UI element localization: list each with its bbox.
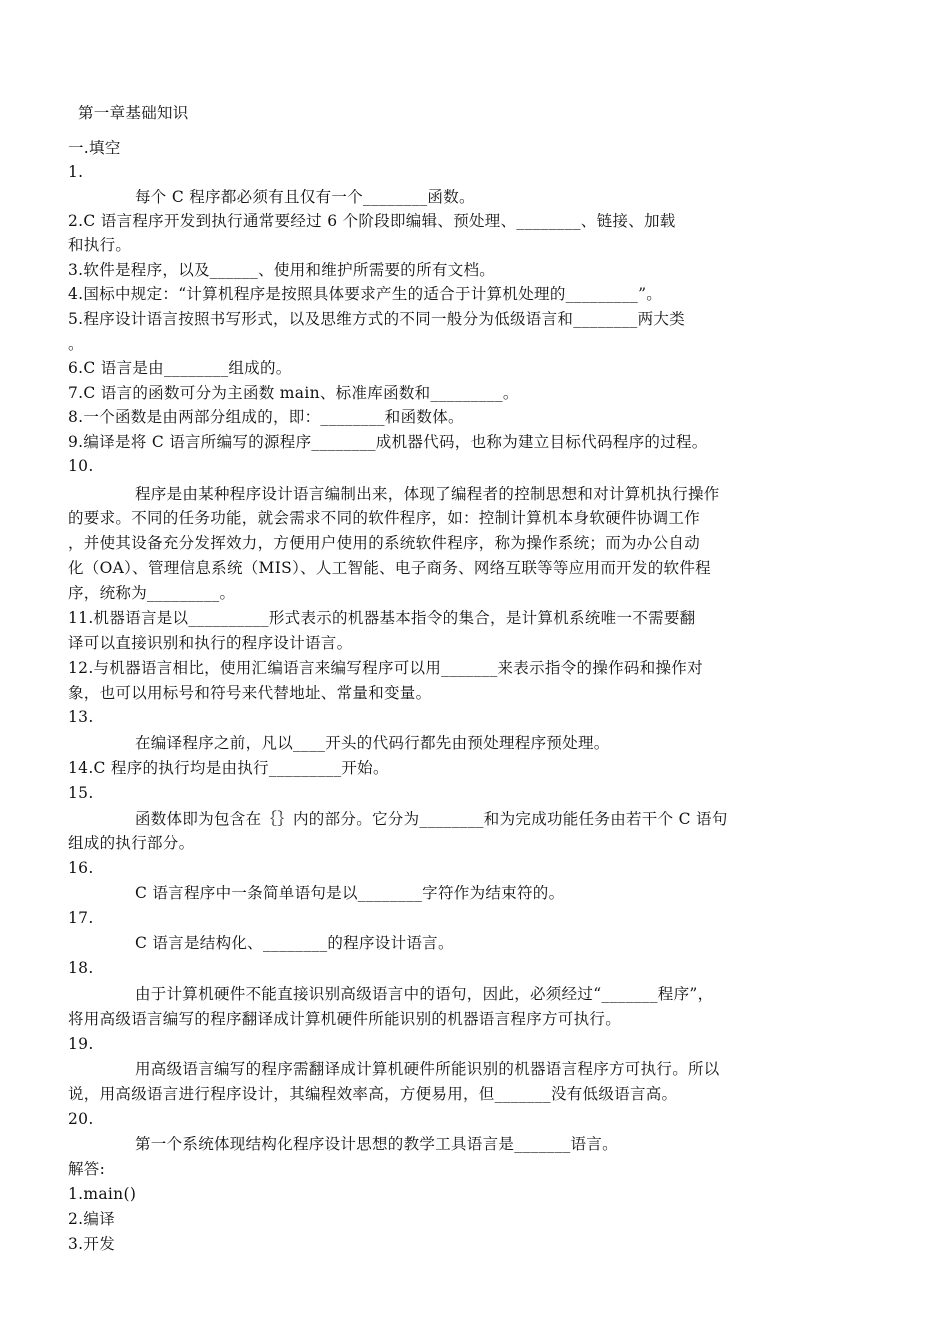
question-number: 10. bbox=[68, 457, 94, 475]
question-text: 4.国标中规定：“计算机程序是按照具体要求产生的适合于计算机处理的_________”。 bbox=[68, 285, 663, 303]
question-text: C 语言是结构化、________的程序设计语言。 bbox=[135, 934, 454, 952]
question-text: 象，也可以用标号和符号来代替地址、常量和变量。 bbox=[68, 684, 432, 702]
answer-item: 3.开发 bbox=[68, 1235, 115, 1253]
question-number: 1. bbox=[68, 163, 84, 181]
answer-item: 1.main() bbox=[68, 1185, 137, 1203]
question-text: 将用高级语言编写的程序翻译成计算机硬件所能识别的机器语言程序方可执行。 bbox=[68, 1010, 622, 1028]
question-number: 19. bbox=[68, 1035, 94, 1053]
question-text: 函数体即为包含在｛｝内的部分。它分为________和为完成功能任务由若干个 C 语句 bbox=[135, 810, 728, 828]
chapter-title: 第一章基础知识 bbox=[78, 104, 189, 122]
question-text: C 语言程序中一条简单语句是以________字符作为结束符的。 bbox=[135, 884, 565, 902]
question-text: ，并使其设备充分发挥效力，方便用户使用的系统软件程序，称为操作系统；而为办公自动 bbox=[68, 534, 701, 552]
section-title: 一.填空 bbox=[68, 139, 121, 157]
question-text: 和执行。 bbox=[68, 236, 132, 254]
question-text: 用高级语言编写的程序需翻译成计算机硬件所能识别的机器语言程序方可执行。所以 bbox=[135, 1060, 720, 1078]
question-text: 6.C 语言是由________组成的。 bbox=[68, 359, 292, 377]
question-text: 说，用高级语言进行程序设计，其编程效率高，方便易用，但_______没有低级语言高。 bbox=[68, 1085, 678, 1103]
question-text: 在编译程序之前，凡以____开头的代码行都先由预处理程序预处理。 bbox=[135, 734, 610, 752]
question-text: 14.C 程序的执行均是由执行_________开始。 bbox=[68, 759, 389, 777]
question-text: 。 bbox=[68, 335, 84, 353]
answers-heading: 解答: bbox=[68, 1160, 106, 1178]
question-text: 组成的执行部分。 bbox=[68, 834, 195, 852]
question-text: 11.机器语言是以__________形式表示的机器基本指令的集合，是计算机系统唯一不需要翻 bbox=[68, 609, 696, 627]
question-number: 18. bbox=[68, 959, 94, 977]
question-text: 12.与机器语言相比，使用汇编语言来编写程序可以用_______来表示指令的操作码和操作对 bbox=[68, 659, 703, 677]
question-text: 5.程序设计语言按照书写形式，以及思维方式的不同一般分为低级语言和________两大类 bbox=[68, 310, 685, 328]
question-text: 9.编译是将 C 语言所编写的源程序________成机器代码，也称为建立目标代码程序的过程。 bbox=[68, 433, 708, 451]
question-text: 8.一个函数是由两部分组成的，即：________和函数体。 bbox=[68, 408, 464, 426]
question-text: 2.C 语言程序开发到执行通常要经过 6 个阶段即编辑、预处理、________、链接、加载 bbox=[68, 212, 676, 230]
question-number: 20. bbox=[68, 1110, 94, 1128]
question-text: 序，统称为_________。 bbox=[68, 584, 236, 602]
question-number: 16. bbox=[68, 859, 94, 877]
answer-item: 2.编译 bbox=[68, 1210, 115, 1228]
question-number: 13. bbox=[68, 708, 94, 726]
question-text: 译可以直接识别和执行的程序设计语言。 bbox=[68, 634, 353, 652]
question-number: 17. bbox=[68, 909, 94, 927]
question-text: 7.C 语言的函数可分为主函数 main、标准库函数和_________。 bbox=[68, 384, 519, 402]
question-text: 程序是由某种程序设计语言编制出来，体现了编程者的控制思想和对计算机执行操作 bbox=[135, 485, 720, 503]
question-number: 15. bbox=[68, 784, 94, 802]
question-text: 3.软件是程序，以及______、使用和维护所需要的所有文档。 bbox=[68, 261, 496, 279]
question-text: 的要求。不同的任务功能，就会需求不同的软件程序，如：控制计算机本身软硬件协调工作 bbox=[68, 509, 701, 527]
question-text: 第一个系统体现结构化程序设计思想的教学工具语言是_______语言。 bbox=[135, 1135, 618, 1153]
question-text: 由于计算机硬件不能直接识别高级语言中的语句，因此，必须经过“_______程序”， bbox=[135, 985, 714, 1003]
question-text: 化（OA）、管理信息系统（MIS）、人工智能、电子商务、网络互联等等应用而开发的软件程 bbox=[68, 559, 711, 577]
question-text: 每个 C 程序都必须有且仅有一个________函数。 bbox=[135, 188, 475, 206]
